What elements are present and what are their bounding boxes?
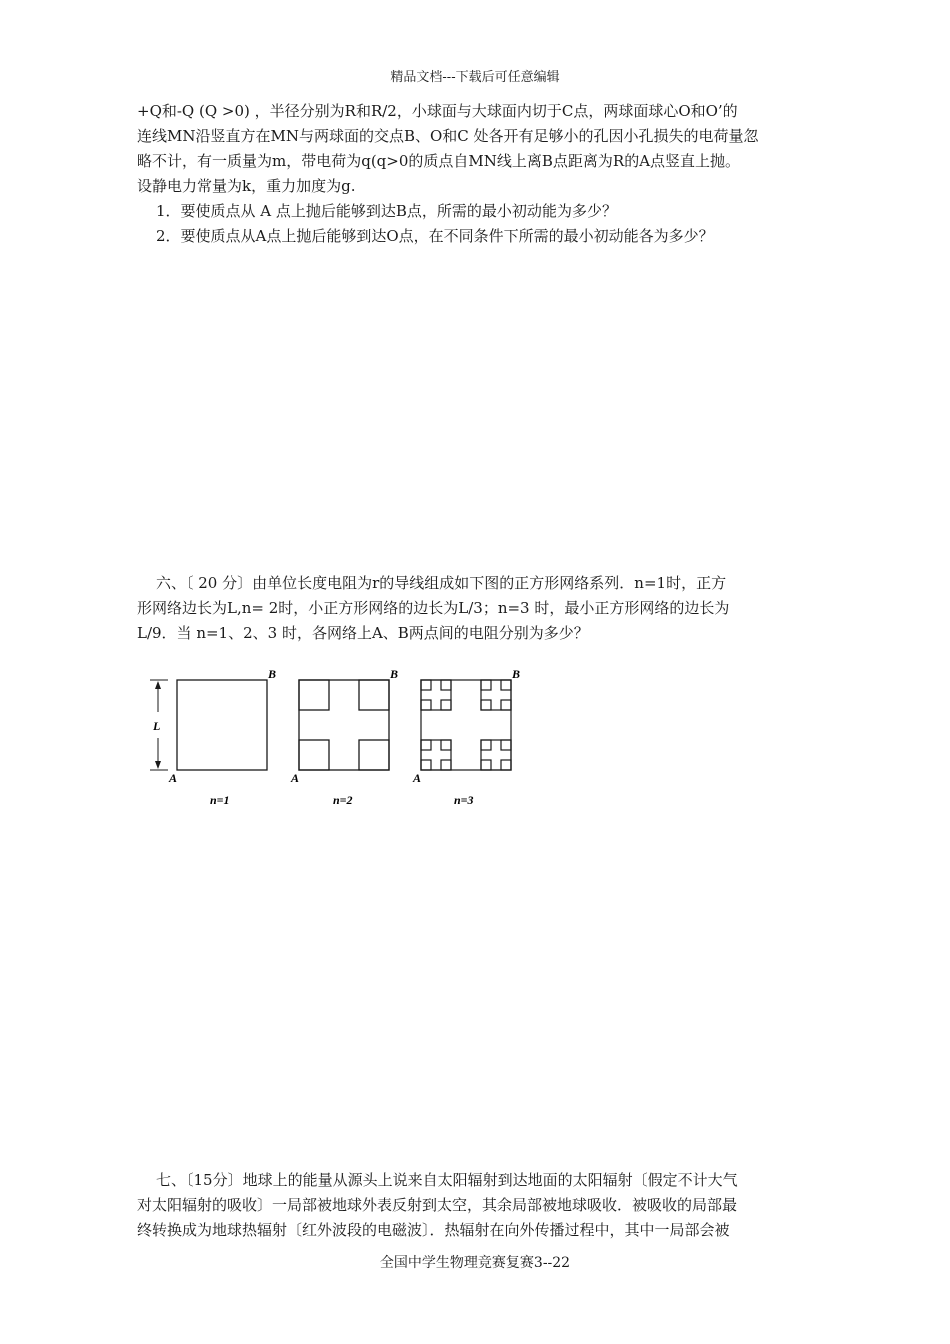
corner-b-label: B bbox=[390, 667, 399, 681]
problem-6-line: 形网络边长为L,n= 2时，小正方形网络的边长为L/3；n=3 时，最小正方形网络的边长为 bbox=[137, 599, 730, 617]
corner-b-label: B bbox=[512, 667, 521, 681]
network-n3 bbox=[421, 680, 511, 770]
problem-5-text bbox=[137, 99, 817, 249]
problem-6-line: L/9．当 n=1、2、3 时，各网络上A、B两点间的电阻分别为多少？ bbox=[137, 624, 589, 642]
square-network-diagram bbox=[140, 662, 540, 812]
corner-a-label: A bbox=[169, 771, 178, 785]
problem-5-question-2: 2．要使质点从A点上抛后能够到达O点，在不同条件下所需的最小初动能各为多少？ bbox=[156, 227, 714, 245]
square-network-figure bbox=[140, 662, 540, 812]
network-n2 bbox=[299, 680, 389, 770]
problem-7-text bbox=[137, 1168, 817, 1243]
corner-b-label: B bbox=[268, 667, 277, 681]
problem-6-line: 六、〔 20 分〕由单位长度电阻为r的导线组成如下图的正方形网络系列．n=1时，正方 bbox=[156, 574, 727, 592]
problem-7-line: 对太阳辐射的吸收〕一局部被地球外表反射到太空，其余局部被地球吸收．被吸收的局部最 bbox=[137, 1196, 738, 1214]
dimension-label-l: L bbox=[153, 719, 161, 733]
problem-5-line: +Q和-Q (Q >0) ，半径分别为R和R/2，小球面与大球面内切于C点，两球面球心O和O’的 bbox=[137, 102, 738, 120]
caption-n2: n=2 bbox=[333, 793, 353, 807]
corner-a-label: A bbox=[413, 771, 422, 785]
page-header: 精品文档---下载后可任意编辑 bbox=[390, 70, 560, 85]
problem-5-line: 连线MN沿竖直方在MN与两球面的交点B、O和C 处各开有足够小的孔因小孔损失的电荷量忽 bbox=[137, 127, 759, 145]
problem-7-line: 终转换成为地球热辐射〔红外波段的电磁波〕．热辐射在向外传播过程中，其中一局部会被 bbox=[137, 1221, 730, 1239]
problem-5-line: 略不计，有一质量为m，带电荷为q(q>0的质点自MN线上离B点距离为R的A点竖直上抛。 bbox=[137, 152, 741, 170]
network-n1-square bbox=[177, 680, 267, 770]
problem-6-text bbox=[137, 571, 817, 646]
caption-n1: n=1 bbox=[210, 793, 230, 807]
problem-7-line: 七、〔15分〕地球上的能量从源头上说来自太阳辐射到达地面的太阳辐射〔假定不计大气 bbox=[156, 1171, 738, 1189]
caption-n3: n=3 bbox=[454, 793, 474, 807]
problem-5-line: 设静电力常量为k，重力加度为g. bbox=[137, 177, 356, 195]
corner-a-label: A bbox=[291, 771, 300, 785]
page-footer: 全国中学生物理竞赛复赛3--22 bbox=[379, 1255, 571, 1271]
problem-5-question-1: 1．要使质点从 A 点上抛后能够到达B点，所需的最小初动能为多少？ bbox=[156, 202, 617, 220]
